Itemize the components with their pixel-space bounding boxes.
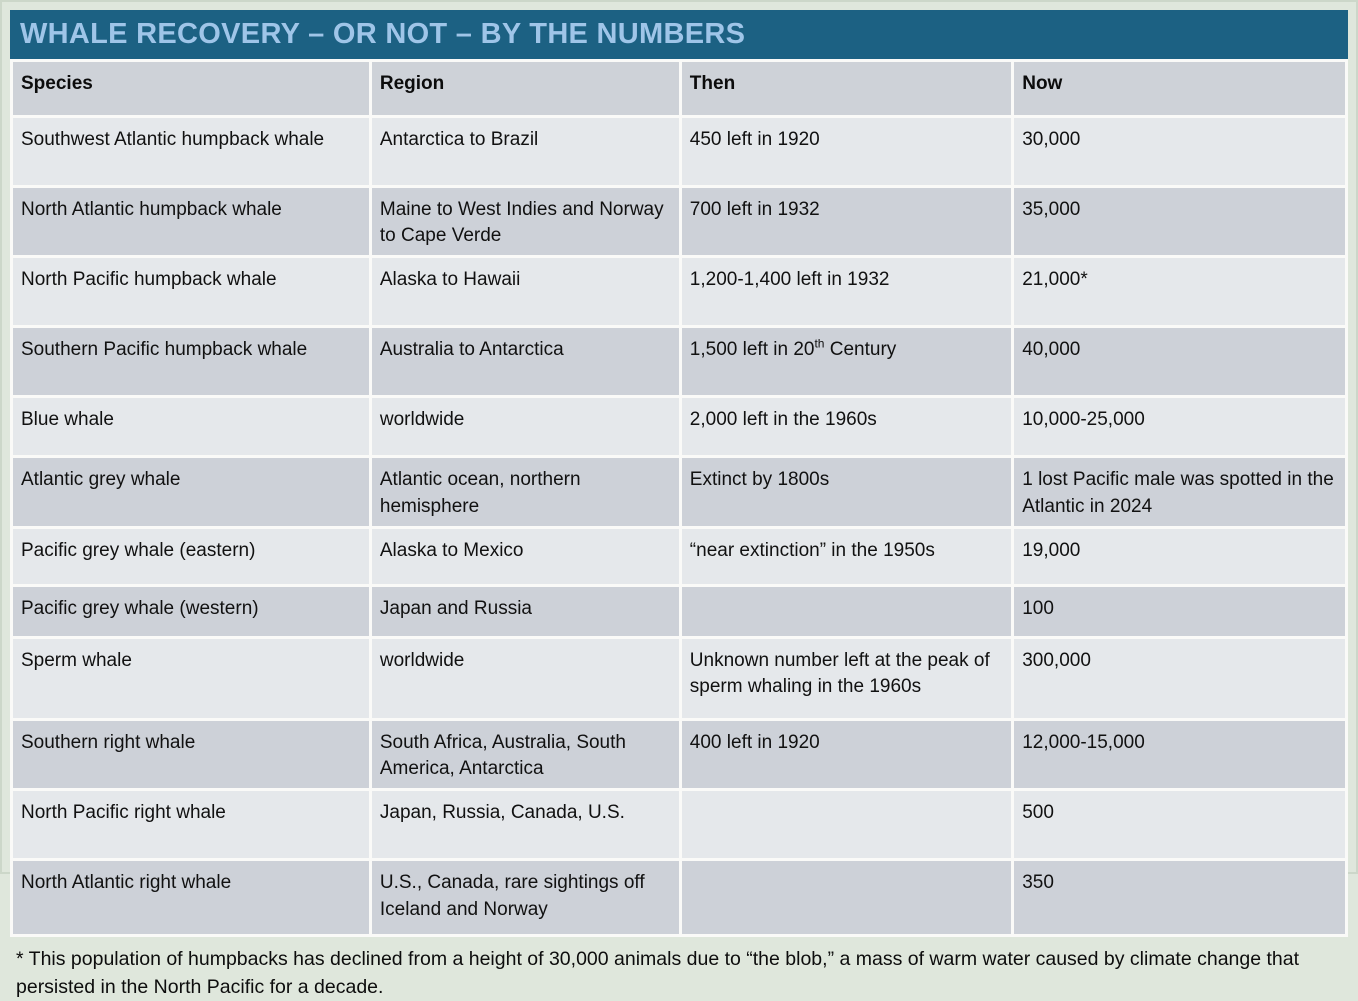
- now-cell: 40,000: [1014, 328, 1345, 395]
- region-cell: Australia to Antarctica: [372, 328, 679, 395]
- table-row: [13, 861, 1345, 934]
- then-cell: 400 left in 1920: [682, 721, 1011, 788]
- column-header-then: Then: [682, 62, 1011, 115]
- species-cell: Atlantic grey whale: [13, 458, 369, 525]
- then-cell: Extinct by 1800s: [682, 458, 1011, 525]
- now-cell: 100: [1014, 587, 1345, 636]
- species-cell: Blue whale: [13, 398, 369, 455]
- then-cell: [682, 861, 1011, 934]
- species-cell: Pacific grey whale (western): [13, 587, 369, 636]
- table-body: [13, 118, 1345, 934]
- then-cell: 450 left in 1920: [682, 118, 1011, 185]
- species-cell: North Pacific right whale: [13, 791, 369, 858]
- now-cell: 30,000: [1014, 118, 1345, 185]
- region-cell: Japan, Russia, Canada, U.S.: [372, 791, 679, 858]
- table-row: [13, 118, 1345, 185]
- slide-frame: [2, 2, 1356, 1001]
- region-cell: Atlantic ocean, northern hemisphere: [372, 458, 679, 525]
- whale-recovery-table: [10, 59, 1348, 937]
- region-cell: Maine to West Indies and Norway to Cape Verde: [372, 188, 679, 255]
- species-cell: Southwest Atlantic humpback whale: [13, 118, 369, 185]
- region-cell: Antarctica to Brazil: [372, 118, 679, 185]
- column-header-now: Now: [1014, 62, 1345, 115]
- table-row: [13, 587, 1345, 636]
- column-header-species: Species: [13, 62, 369, 115]
- species-cell: Pacific grey whale (eastern): [13, 529, 369, 584]
- then-cell: 2,000 left in the 1960s: [682, 398, 1011, 455]
- then-cell: “near extinction” in the 1950s: [682, 529, 1011, 584]
- table-row: [13, 721, 1345, 788]
- table-row: [13, 398, 1345, 455]
- footnote: * This population of humpbacks has declined from a height of 30,000 animals due to “the blob,” a mass of warm water caused by climate change that persisted in the North Pacific for a decade.: [16, 948, 1300, 998]
- now-cell: 19,000: [1014, 529, 1345, 584]
- species-cell: North Atlantic humpback whale: [13, 188, 369, 255]
- now-cell: 1 lost Pacific male was spotted in the Atlantic in 2024: [1014, 458, 1345, 525]
- table-row: [13, 529, 1345, 584]
- table-row: [13, 639, 1345, 718]
- now-cell: 21,000*: [1014, 258, 1345, 325]
- now-cell: 500: [1014, 791, 1345, 858]
- then-cell: Unknown number left at the peak of sperm whaling in the 1960s: [682, 639, 1011, 718]
- then-cell: 1,200-1,400 left in 1932: [682, 258, 1011, 325]
- table-row: [13, 188, 1345, 255]
- table-row: [13, 328, 1345, 395]
- region-cell: U.S., Canada, rare sightings off Iceland and Norway: [372, 861, 679, 934]
- page-title: WHALE RECOVERY – OR NOT – BY THE NUMBERS: [20, 18, 746, 50]
- title-bar: [10, 10, 1348, 59]
- region-cell: Japan and Russia: [372, 587, 679, 636]
- then-cell: 1,500 left in 20th Century: [682, 328, 1011, 395]
- region-cell: worldwide: [372, 398, 679, 455]
- table-row: [13, 458, 1345, 525]
- species-cell: Southern right whale: [13, 721, 369, 788]
- now-cell: 350: [1014, 861, 1345, 934]
- region-cell: Alaska to Hawaii: [372, 258, 679, 325]
- species-cell: Southern Pacific humpback whale: [13, 328, 369, 395]
- now-cell: 300,000: [1014, 639, 1345, 718]
- species-cell: North Atlantic right whale: [13, 861, 369, 934]
- then-cell: [682, 791, 1011, 858]
- species-cell: Sperm whale: [13, 639, 369, 718]
- region-cell: Alaska to Mexico: [372, 529, 679, 584]
- then-cell: [682, 587, 1011, 636]
- species-cell: North Pacific humpback whale: [13, 258, 369, 325]
- column-header-region: Region: [372, 62, 679, 115]
- region-cell: South Africa, Australia, South America, Antarctica: [372, 721, 679, 788]
- header-row: [13, 62, 1345, 115]
- then-cell: 700 left in 1932: [682, 188, 1011, 255]
- now-cell: 35,000: [1014, 188, 1345, 255]
- table-row: [13, 258, 1345, 325]
- now-cell: 10,000-25,000: [1014, 398, 1345, 455]
- table-header: [13, 62, 1345, 115]
- now-cell: 12,000-15,000: [1014, 721, 1345, 788]
- region-cell: worldwide: [372, 639, 679, 718]
- table-row: [13, 791, 1345, 858]
